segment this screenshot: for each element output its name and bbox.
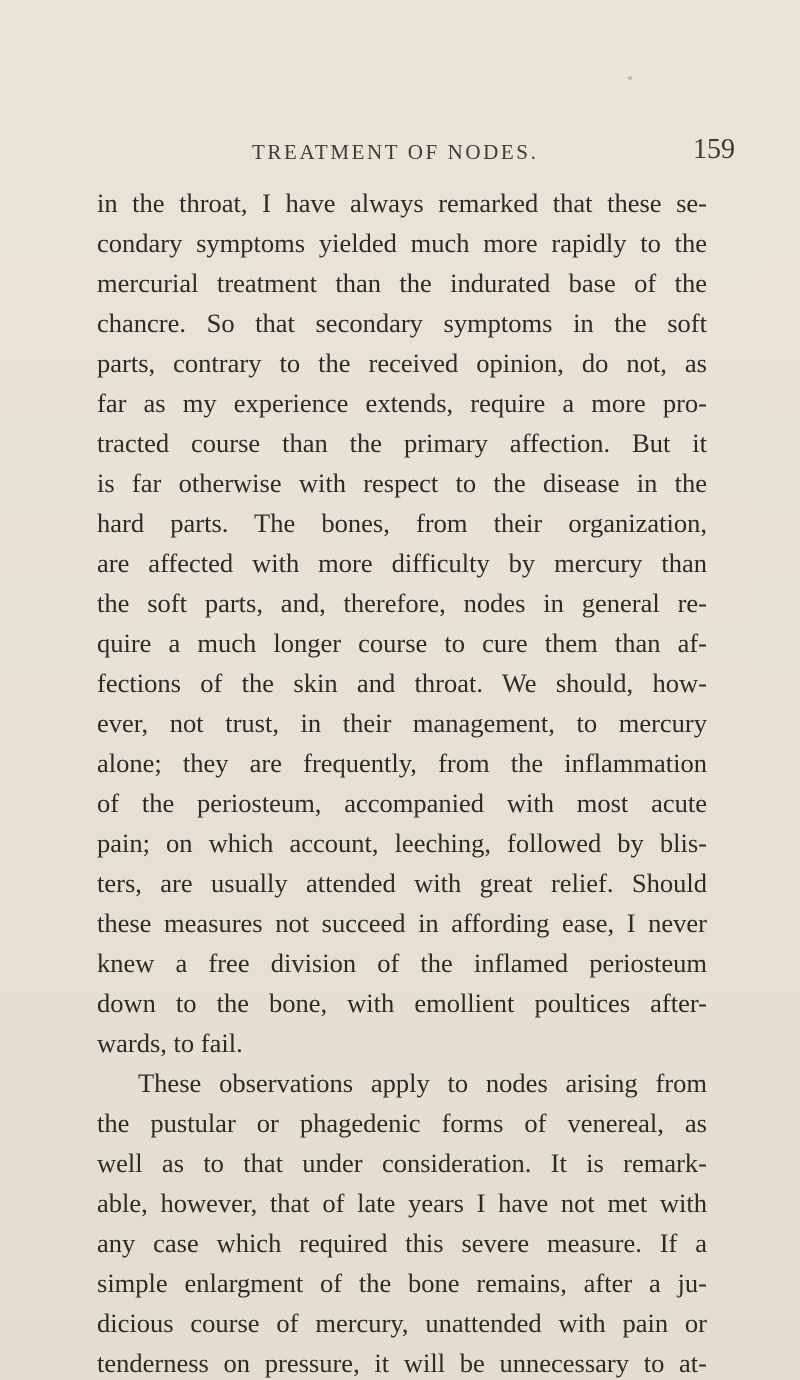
text-line: the pustular or phagedenic forms of venereal, as [97,1108,707,1138]
page-number: 159 [693,134,735,165]
text-line: wards, to fail. [97,1028,243,1058]
text-line: pain; on which account, leeching, followed by blis- [97,828,707,858]
text-line: ters, are usually attended with great relief. Should [97,868,707,898]
text-line: quire a much longer course to cure them than af- [97,628,707,658]
text-line: These observations apply to nodes arising from [138,1068,707,1098]
text-line: any case which required this severe measure. If a [97,1228,707,1258]
text-line: far as my experience extends, require a more pro- [97,388,707,418]
text-line: able, however, that of late years I have not met with [97,1188,707,1218]
text-line: dicious course of mercury, unattended with pain or [97,1308,707,1338]
text-line: simple enlargment of the bone remains, after a ju- [97,1268,707,1298]
text-line: hard parts. The bones, from their organization, [97,508,707,538]
text-line: condary symptoms yielded much more rapidly to the [97,228,707,258]
text-line: parts, contrary to the received opinion, do not, as [97,348,707,378]
text-line: is far otherwise with respect to the disease in the [97,468,707,498]
paper-speck [628,76,632,80]
text-line: are affected with more difficulty by mercury than [97,548,707,578]
running-head: TREATMENT OF NODES. [252,140,539,164]
text-line: alone; they are frequently, from the inflammation [97,748,707,778]
text-line: tracted course than the primary affection. But it [97,428,707,458]
text-line: down to the bone, with emollient poultices after- [97,988,707,1018]
text-line: the soft parts, and, therefore, nodes in general re- [97,588,707,618]
text-line: ever, not trust, in their management, to mercury [97,708,707,738]
text-line: these measures not succeed in affording ease, I never [97,908,707,938]
text-line: of the periosteum, accompanied with most acute [97,788,707,818]
text-line: tenderness on pressure, it will be unnecessary to at- [97,1348,707,1378]
text-line: in the throat, I have always remarked that these se- [97,188,707,218]
page-header [0,132,800,172]
text-line: mercurial treatment than the indurated base of the [97,268,707,298]
text-line: chancre. So that secondary symptoms in the soft [97,308,707,338]
text-line: fections of the skin and throat. We should, how- [97,668,707,698]
text-line: knew a free division of the inflamed periosteum [97,948,707,978]
text-line: well as to that under consideration. It is remark- [97,1148,707,1178]
